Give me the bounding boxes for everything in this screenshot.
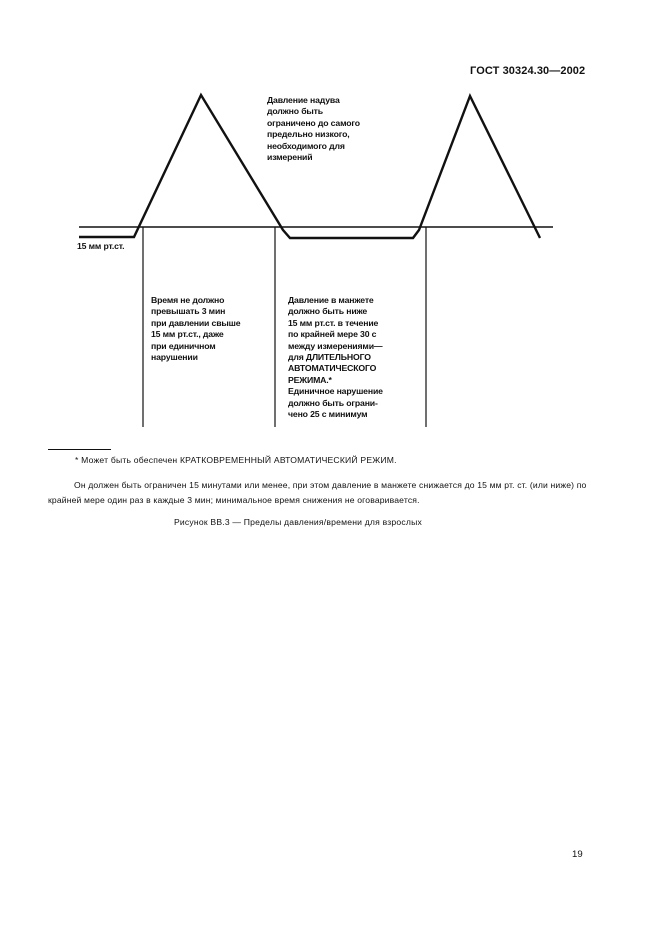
footnote: * Может быть обеспечен КРАТКОВРЕМЕННЫЙ АВТОМАТИЧЕСКИЙ РЕЖИМ. <box>75 455 397 465</box>
body-paragraph: Он должен быть ограничен 15 минутами или менее, при этом давление в манжете снижается до 15 мм рт. ст. (или ниже) по крайней мере один раз в каждые 3 мин; минимальное время снижения не оговаривается. <box>48 480 587 505</box>
time-limit-note: Время не должно превышать 3 мин при давлении свыше 15 мм рт.ст., даже при единичном нарушении <box>151 295 241 363</box>
footnote-separator <box>48 449 111 450</box>
page-number: 19 <box>572 849 583 860</box>
inflation-pressure-note: Давление надува должно быть ограничено до самого предельно низкого, необходимого для измерений <box>267 95 360 163</box>
cuff-pressure-note: Давление в манжете должно быть ниже 15 мм рт.ст. в течение по крайней мере 30 с между измерениями— для ДЛИТЕЛЬНОГО АВТОМАТИЧЕСКОГО РЕЖИМА.* Единичное нарушение должно быть ограни- чено 25 с минимум <box>288 295 383 420</box>
document-standard-header: ГОСТ 30324.30—2002 <box>470 65 586 77</box>
figure-caption: Рисунок ВВ.3 — Пределы давления/времени для взрослых <box>174 517 422 527</box>
baseline-pressure-label: 15 мм рт.ст. <box>77 241 125 251</box>
